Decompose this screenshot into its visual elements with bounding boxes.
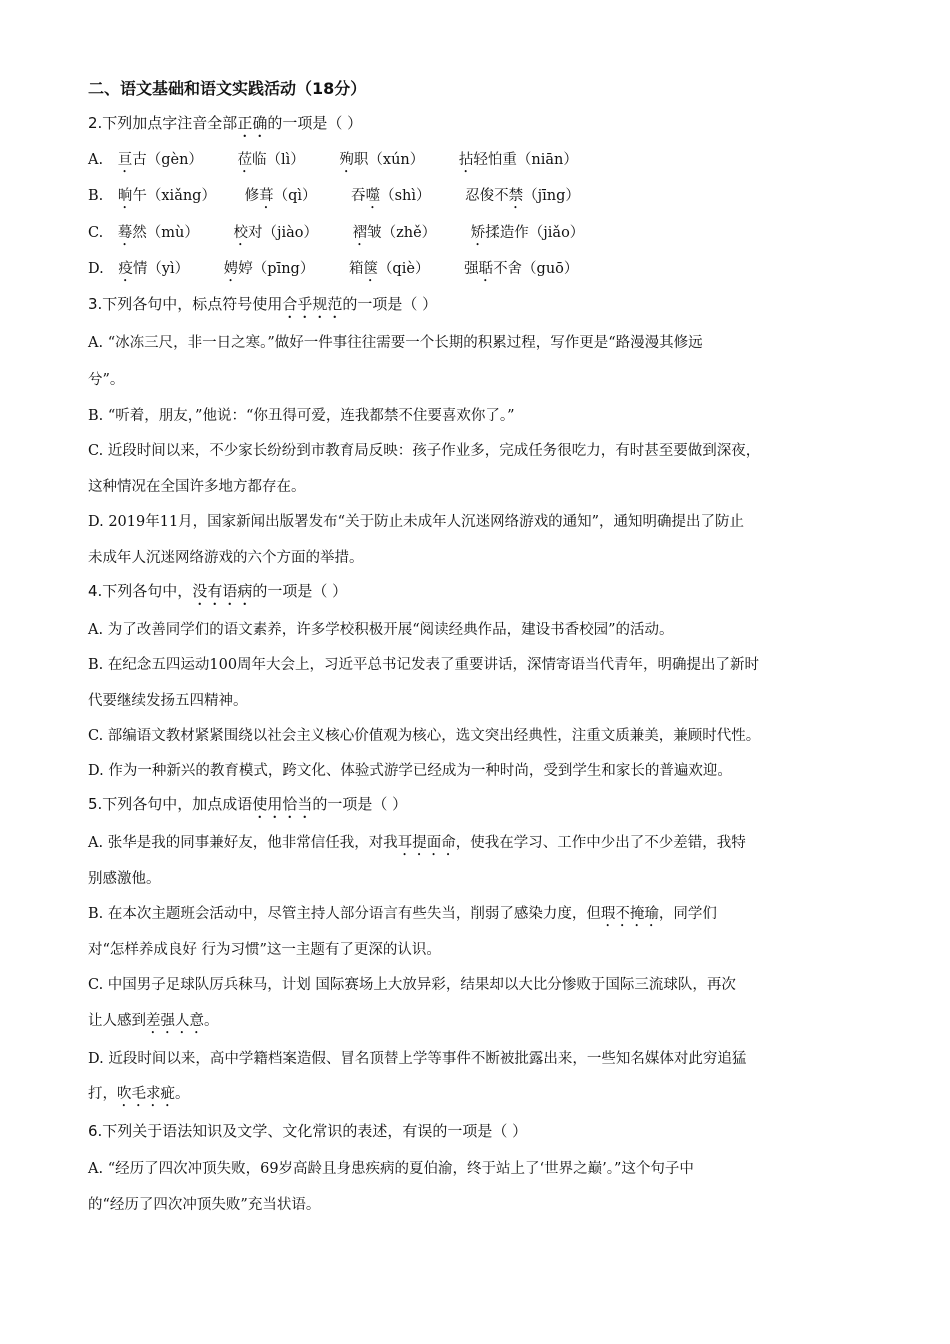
stem-text: 2.下列加点字注音全部	[88, 114, 238, 132]
option-item: 娉婷（pīng）	[223, 261, 315, 277]
q4-option-b-line1: B. 在纪念五四运动100周年大会上，习近平总书记发表了重要讲话，深情寄语当代青年，明确提出了新时	[88, 657, 760, 673]
q3-option-c-line1: C. 近段时间以来，不少家长纷纷到市教育局反映：孩子作业多，完成任务很吃力，有时甚至要做到深夜，	[88, 443, 761, 459]
option-item: 修葺（qì）	[244, 188, 317, 204]
option-item: 吞噬（shì）	[351, 188, 431, 204]
q3-option-d-line1: D. 2019年11月，国家新闻出版署发布“关于防止未成年人沉迷网络游戏的通知”，通知明确提出了防止	[88, 514, 745, 530]
question-3-stem: 3.下列各句中，标点符号使用合乎规范的一项是（ ）	[88, 295, 438, 313]
q3-option-a-line1: A. “冰冻三尺，非一日之寒。”做好一件事往往需要一个长期的积累过程，写作更是“路漫漫其修远	[88, 335, 703, 351]
q4-option-b-line2: 代要继续发扬五四精神。	[88, 693, 248, 709]
option-item: 强聒不舍（guō）	[464, 261, 579, 277]
q2-option-b	[88, 184, 580, 212]
q5-option-b-line2: 对“怎样养成良好 行为习惯”这一主题有了更深的认识。	[88, 942, 441, 958]
option-item: 箱箧（qiè）	[348, 261, 430, 277]
option-item: 矫揉造作（jiǎo）	[470, 225, 585, 241]
q3-option-b: B. “听着，朋友，”他说：“你丑得可爱，连我都禁不住要喜欢你了。”	[88, 408, 515, 424]
q5-option-b-line1: B. 在本次主题班会活动中，尽管主持人部分语言有些失当，削弱了感染力度，但瑕不掩瑜，同学们	[88, 906, 717, 922]
option-item: 校对（jiào）	[233, 225, 319, 241]
stem-emphasis: 正确	[237, 114, 268, 132]
option-label: C.	[88, 225, 104, 241]
q2-option-a	[88, 148, 578, 176]
option-item: 忍俊不禁（jīng）	[465, 188, 580, 204]
option-item: 褶皱（zhě）	[352, 225, 437, 241]
q4-option-d: D. 作为一种新兴的教育模式，跨文化、体验式游学已经成为一种时尚，受到学生和家长的普遍欢迎。	[88, 763, 732, 779]
q4-option-c: C. 部编语文教材紧紧围绕以社会主义核心价值观为核心，选文突出经典性，注重文质兼美，兼顾时代性。	[88, 728, 761, 744]
option-label: D.	[88, 261, 104, 277]
option-item: 疫情（yì）	[118, 261, 190, 277]
q5-option-c-line1: C. 中国男子足球队厉兵秣马，计划 国际赛场上大放异彩，结果却以大比分惨败于国际三流球队，再次	[88, 977, 736, 993]
option-item: 拈轻怕重（niān）	[458, 152, 578, 168]
q2-option-c	[88, 221, 584, 249]
q6-option-a-line2: 的“经历了四次冲顶失败”充当状语。	[88, 1197, 321, 1213]
stem-text: 的一项是（ ）	[267, 114, 363, 132]
question-4-stem: 4.下列各句中，没有语病的一项是（ ）	[88, 582, 348, 600]
q3-option-d-line2: 未成年人沉迷网络游戏的六个方面的举措。	[88, 550, 364, 566]
option-label: B.	[88, 188, 104, 204]
option-item: 晌午（xiǎng）	[117, 188, 216, 204]
question-5-stem: 5.下列各句中，加点成语使用恰当的一项是（ ）	[88, 795, 408, 813]
option-item: 蓦然（mù）	[117, 225, 199, 241]
option-item: 莅临（lì）	[237, 152, 305, 168]
q5-option-a-line1: A. 张华是我的同事兼好友，他非常信任我，对我耳提面命，使我在学习、工作中少出了不少差错，我特	[88, 835, 746, 851]
q5-option-a-line2: 别感激他。	[88, 871, 161, 887]
question-2-stem	[88, 112, 362, 141]
q3-option-a-line2: 兮”。	[88, 372, 125, 388]
option-item: 殉职（xún）	[339, 152, 425, 168]
question-6-stem: 6.下列关于语法知识及文学、文化常识的表述，有误的一项是（ ）	[88, 1122, 528, 1140]
q5-option-d-line2: 打，吹毛求疵。	[88, 1086, 190, 1102]
option-item: 亘古（gèn）	[117, 152, 203, 168]
q6-option-a-line1: A. “经历了四次冲顶失败，69岁高龄且身患疾病的夏伯渝，终于站上了‘世界之巅’。”这个句子中	[88, 1161, 694, 1177]
q2-option-d	[88, 257, 578, 285]
option-label: A.	[88, 152, 104, 168]
section-title: 二、语文基础和语文实践活动（18分）	[88, 79, 367, 98]
q5-option-c-line2: 让人感到差强人意。	[88, 1013, 219, 1029]
q5-option-d-line1: D. 近段时间以来，高中学籍档案造假、冒名顶替上学等事件不断被批露出来，一些知名媒体对此穷追猛	[88, 1051, 747, 1067]
q3-option-c-line2: 这种情况在全国许多地方都存在。	[88, 479, 306, 495]
q4-option-a: A. 为了改善同学们的语文素养，许多学校积极开展“阅读经典作品，建设书香校园”的活动。	[88, 622, 674, 638]
